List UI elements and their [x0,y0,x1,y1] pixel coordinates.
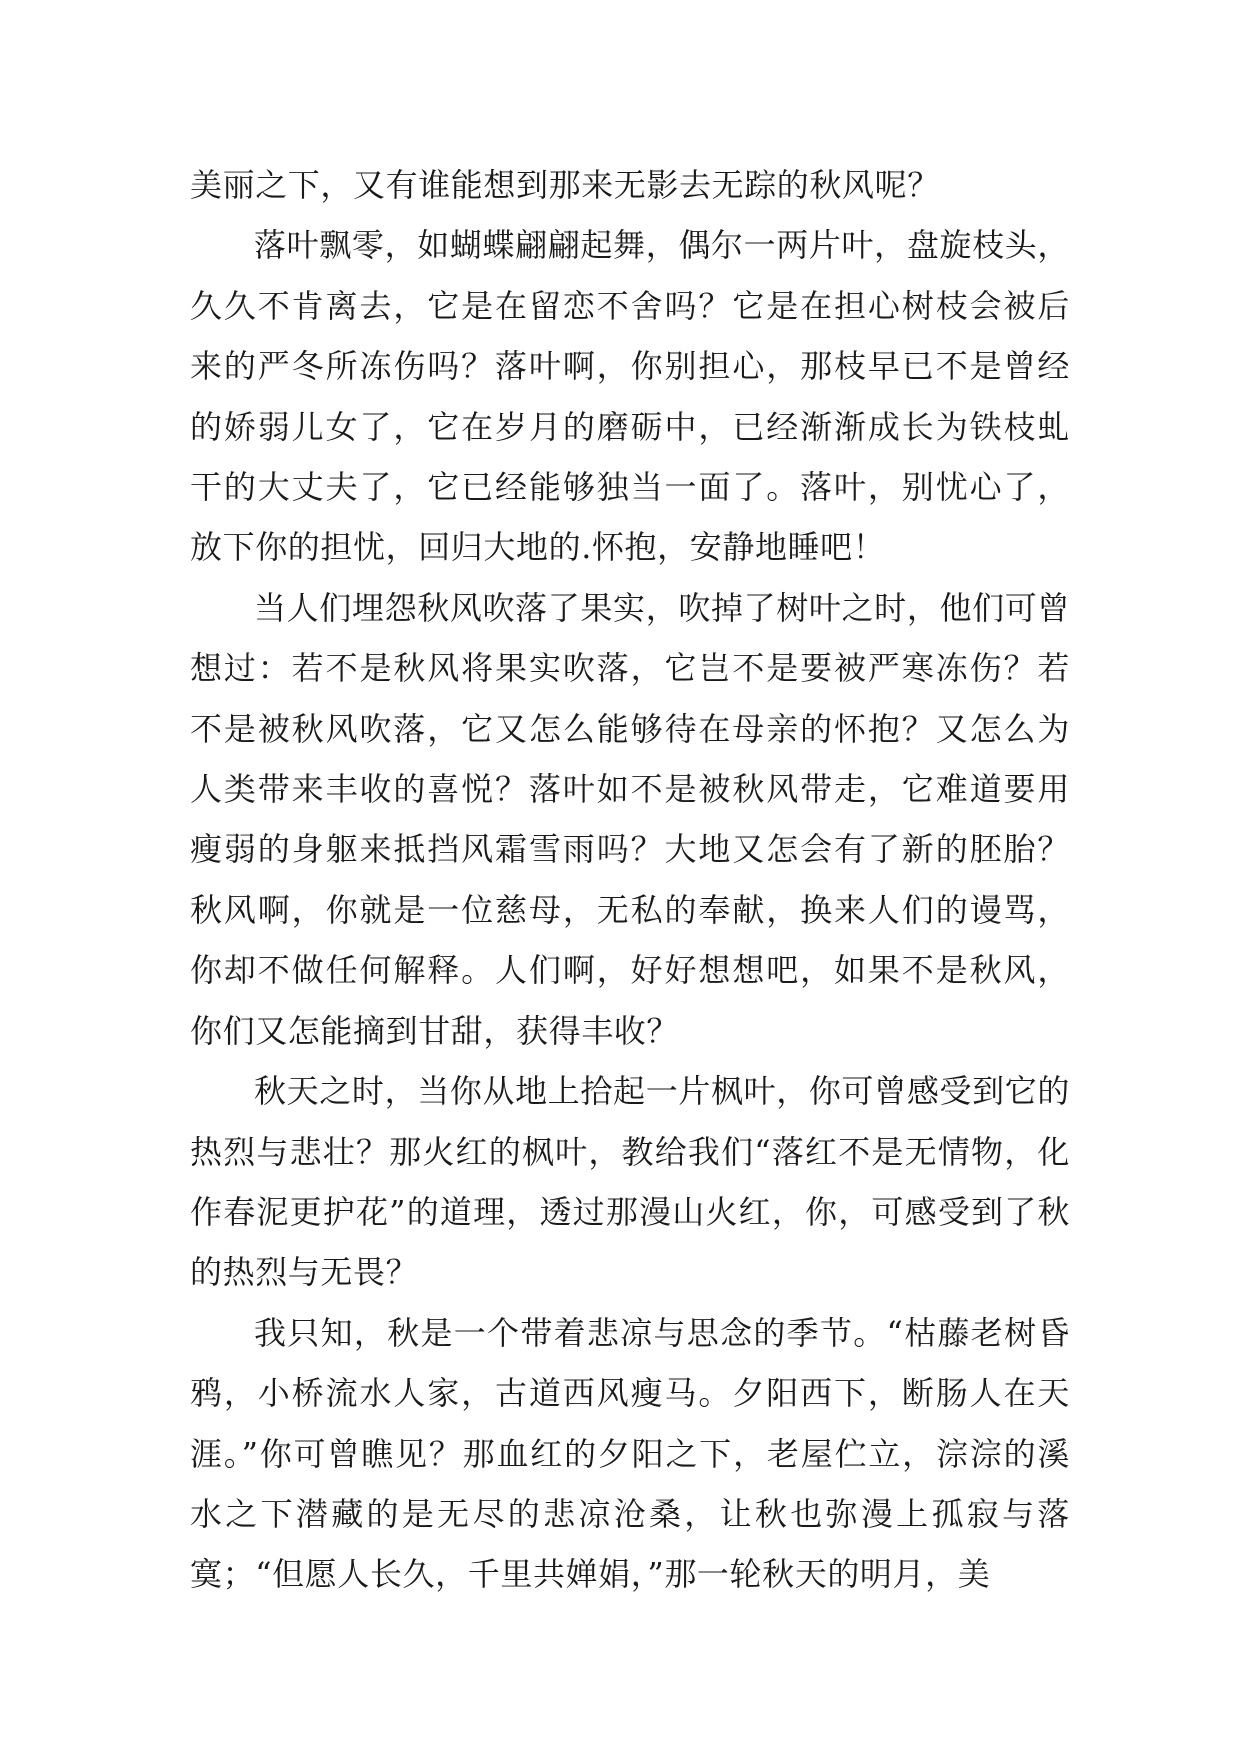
document-body [190,155,1070,1605]
paragraph-5: 我只知，秋是一个带着悲凉与思念的季节。“枯藤老树昏鸦，小桥流水人家，古道西风瘦马。夕阳西下，断肠人在天涯。”你可曾瞧见？那血红的夕阳之下，老屋伫立，淙淙的溪水之下潜藏的是无尽的悲凉沧桑，让秋也弥漫上孤寂与落寞；“但愿人长久，千里共婵娟，”那一轮秋天的明月，美 [190,1313,1070,1594]
paragraph-1: 美丽之下，又有谁能想到那来无影去无踪的秋风呢？ [190,166,940,204]
paragraph-2: 落叶飘零，如蝴蝶翩翩起舞，偶尔一两片叶，盘旋枝头，久久不肯离去，它是在留恋不舍吗？它是在担心树枝会被后来的严冬所冻伤吗？落叶啊，你别担心，那枝早已不是曾经的娇弱儿女了，它在岁月的磨砺中，已经渐渐成长为铁枝虬干的大丈夫了，它已经能够独当一面了。落叶，别忧心了，放下你的担忧，回归大地的.怀抱，安静地睡吧！ [190,226,1070,567]
paragraph-3: 当人们埋怨秋风吹落了果实，吹掉了树叶之时，他们可曾想过：若不是秋风将果实吹落，它岂不是要被严寒冻伤？若不是被秋风吹落，它又怎么能够待在母亲的怀抱？又怎么为人类带来丰收的喜悦？落叶如不是被秋风带走，它难道要用瘦弱的身躯来抵挡风霜雪雨吗？大地又怎会有了新的胚胎？秋风啊，你就是一位慈母，无私的奉献，换来人们的谩骂，你却不做任何解释。人们啊，好好想想吧，如果不是秋风，你们又怎能摘到甘甜，获得丰收？ [190,588,1070,1050]
paragraph-4: 秋天之时，当你从地上拾起一片枫叶，你可曾感受到它的热烈与悲壮？那火红的枫叶，教给我们“落红不是无情物，化作春泥更护花”的道理，透过那漫山火红，你，可感受到了秋的热烈与无畏？ [190,1072,1070,1292]
